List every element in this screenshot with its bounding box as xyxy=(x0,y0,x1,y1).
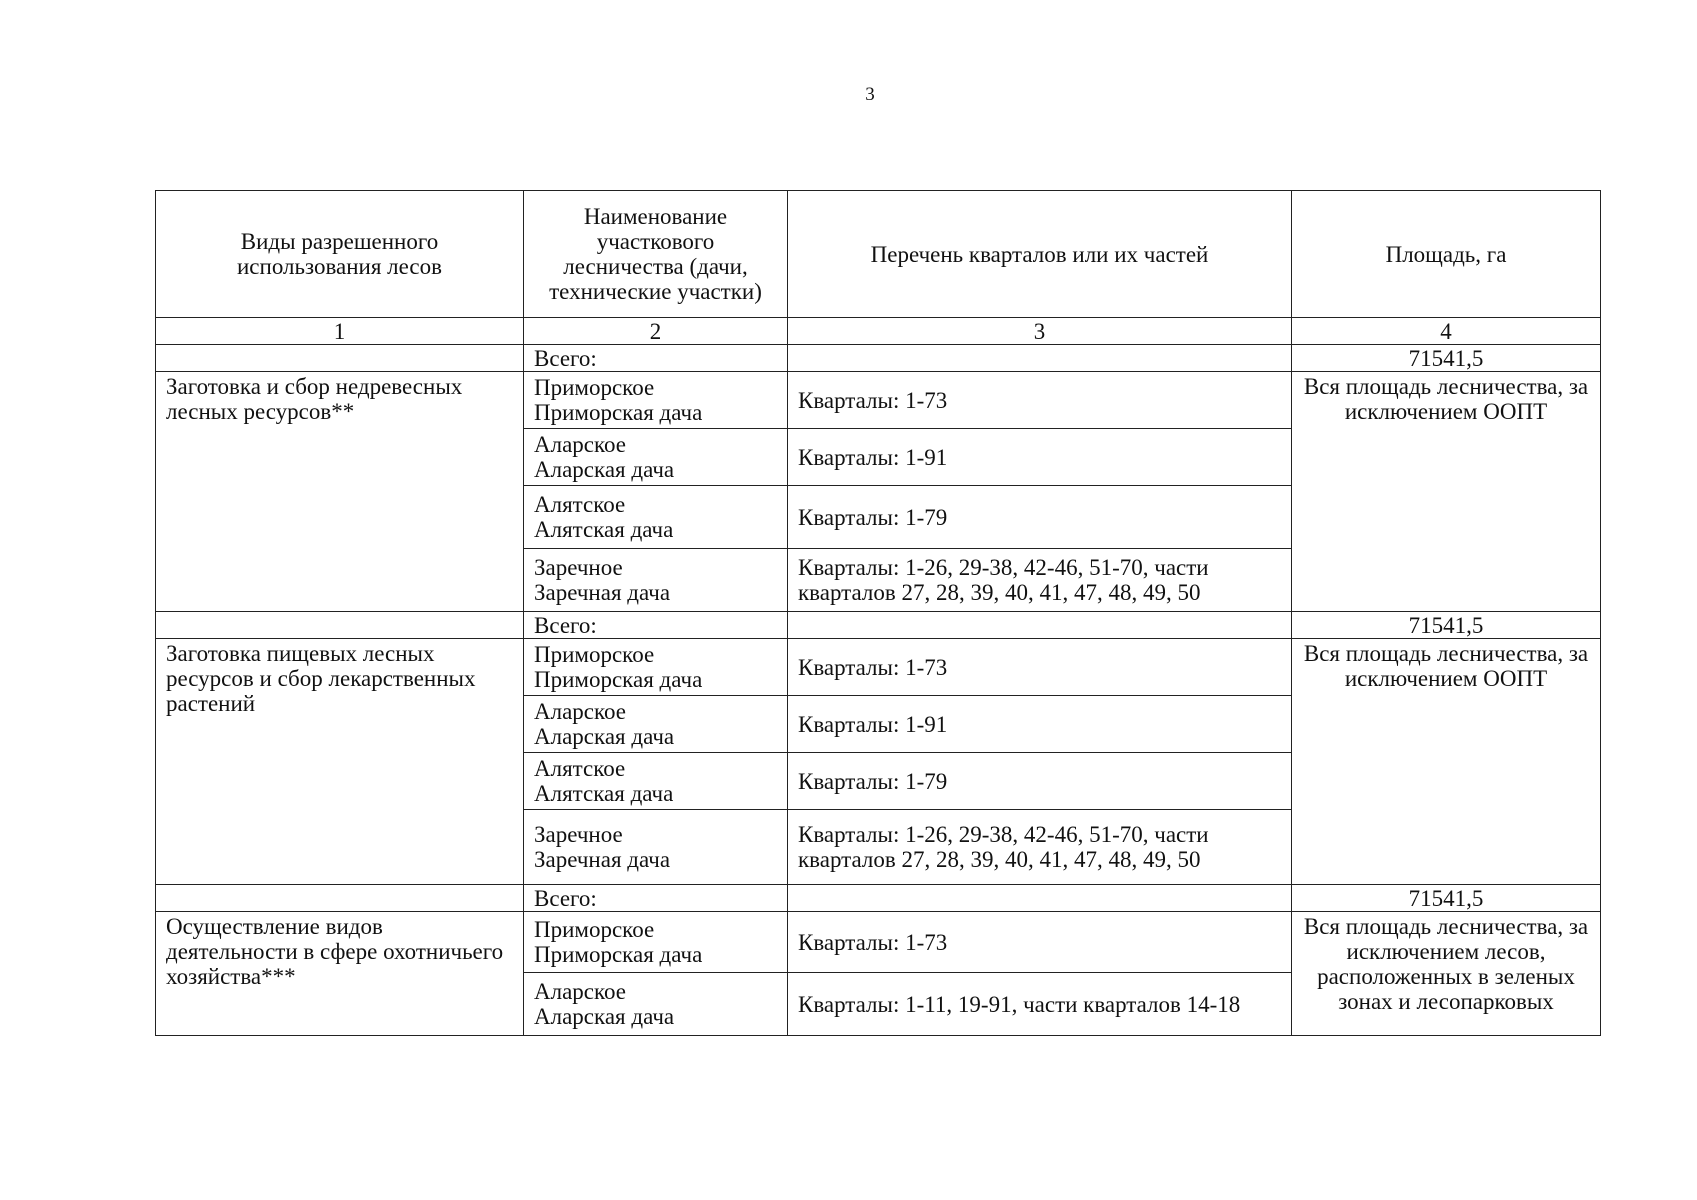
forestry-label: Заречное xyxy=(534,822,623,847)
quarters-list: Кварталы: 1-73 xyxy=(788,639,1292,696)
dacha-label: Заречная дача xyxy=(534,847,671,872)
column-number: 4 xyxy=(1292,318,1601,345)
forestry-name xyxy=(524,639,788,696)
total-row xyxy=(156,885,1601,912)
header-quarters: Перечень кварталов или их частей xyxy=(788,191,1292,318)
column-number: 2 xyxy=(524,318,788,345)
forestry-label: Приморское xyxy=(534,917,655,942)
quarters-list: Кварталы: 1-26, 29-38, 42-46, 51-70, части кварталов 27, 28, 39, 40, 41, 47, 48, 49, 50 xyxy=(788,810,1292,885)
total-value: 71541,5 xyxy=(1292,345,1601,372)
empty-cell xyxy=(156,612,524,639)
quarters-list: Кварталы: 1-11, 19-91, части кварталов 14-18 xyxy=(788,973,1292,1036)
table-row xyxy=(156,372,1601,429)
table-row xyxy=(156,639,1601,696)
column-number: 3 xyxy=(788,318,1292,345)
dacha-label: Приморская дача xyxy=(534,667,703,692)
empty-cell xyxy=(788,612,1292,639)
forestry-name xyxy=(524,973,788,1036)
total-value: 71541,5 xyxy=(1292,885,1601,912)
forestry-name xyxy=(524,372,788,429)
table-header-row xyxy=(156,191,1601,318)
dacha-label: Приморская дача xyxy=(534,400,703,425)
forestry-label: Аларское xyxy=(534,979,626,1004)
empty-cell xyxy=(788,885,1292,912)
activity-type: Заготовка пищевых лесных ресурсов и сбор лекарственных растений xyxy=(156,639,524,885)
activity-type: Заготовка и сбор недревесных лесных ресурсов** xyxy=(156,372,524,612)
total-value: 71541,5 xyxy=(1292,612,1601,639)
forestry-name xyxy=(524,696,788,753)
forestry-name xyxy=(524,549,788,612)
header-area: Площадь, га xyxy=(1292,191,1601,318)
dacha-label: Алятская дача xyxy=(534,781,674,806)
total-label: Всего: xyxy=(524,612,788,639)
forestry-name xyxy=(524,429,788,486)
dacha-label: Приморская дача xyxy=(534,942,703,967)
forestry-name xyxy=(524,810,788,885)
forestry-name xyxy=(524,486,788,549)
area-note: Вся площадь лесничества, за исключением ООПТ xyxy=(1292,372,1601,612)
forestry-label: Приморское xyxy=(534,642,655,667)
quarters-list: Кварталы: 1-73 xyxy=(788,912,1292,973)
forestry-label: Алятское xyxy=(534,756,626,781)
quarters-list: Кварталы: 1-91 xyxy=(788,696,1292,753)
forestry-label: Заречное xyxy=(534,555,623,580)
forestry-label: Приморское xyxy=(534,375,655,400)
empty-cell xyxy=(156,345,524,372)
total-label: Всего: xyxy=(524,885,788,912)
forestry-label: Аларское xyxy=(534,432,626,457)
table-row xyxy=(156,912,1601,973)
empty-cell xyxy=(788,345,1292,372)
quarters-list: Кварталы: 1-73 xyxy=(788,372,1292,429)
dacha-label: Заречная дача xyxy=(534,580,671,605)
dacha-label: Аларская дача xyxy=(534,724,675,749)
quarters-list: Кварталы: 1-26, 29-38, 42-46, 51-70, части кварталов 27, 28, 39, 40, 41, 47, 48, 49, 50 xyxy=(788,549,1292,612)
dacha-label: Аларская дача xyxy=(534,457,675,482)
header-activity: Виды разрешенного использования лесов xyxy=(156,191,524,318)
column-numbers-row xyxy=(156,318,1601,345)
forestry-name xyxy=(524,753,788,810)
header-forestry: Наименование участкового лесничества (дачи, технические участки) xyxy=(524,191,788,318)
column-number: 1 xyxy=(156,318,524,345)
dacha-label: Алятская дача xyxy=(534,517,674,542)
dacha-label: Аларская дача xyxy=(534,1004,675,1029)
activity-type: Осуществление видов деятельности в сфере охотничьего хозяйства*** xyxy=(156,912,524,1036)
forestry-label: Алятское xyxy=(534,492,626,517)
quarters-list: Кварталы: 1-79 xyxy=(788,753,1292,810)
quarters-list: Кварталы: 1-79 xyxy=(788,486,1292,549)
forestry-name xyxy=(524,912,788,973)
forest-use-table xyxy=(155,190,1601,1036)
quarters-list: Кварталы: 1-91 xyxy=(788,429,1292,486)
total-row xyxy=(156,345,1601,372)
total-label: Всего: xyxy=(524,345,788,372)
empty-cell xyxy=(156,885,524,912)
area-note: Вся площадь лесничества, за исключением лесов, расположенных в зеленых зонах и лесопарковых xyxy=(1292,912,1601,1036)
total-row xyxy=(156,612,1601,639)
area-note: Вся площадь лесничества, за исключением ООПТ xyxy=(1292,639,1601,885)
page-number: 3 xyxy=(865,84,875,105)
forestry-label: Аларское xyxy=(534,699,626,724)
